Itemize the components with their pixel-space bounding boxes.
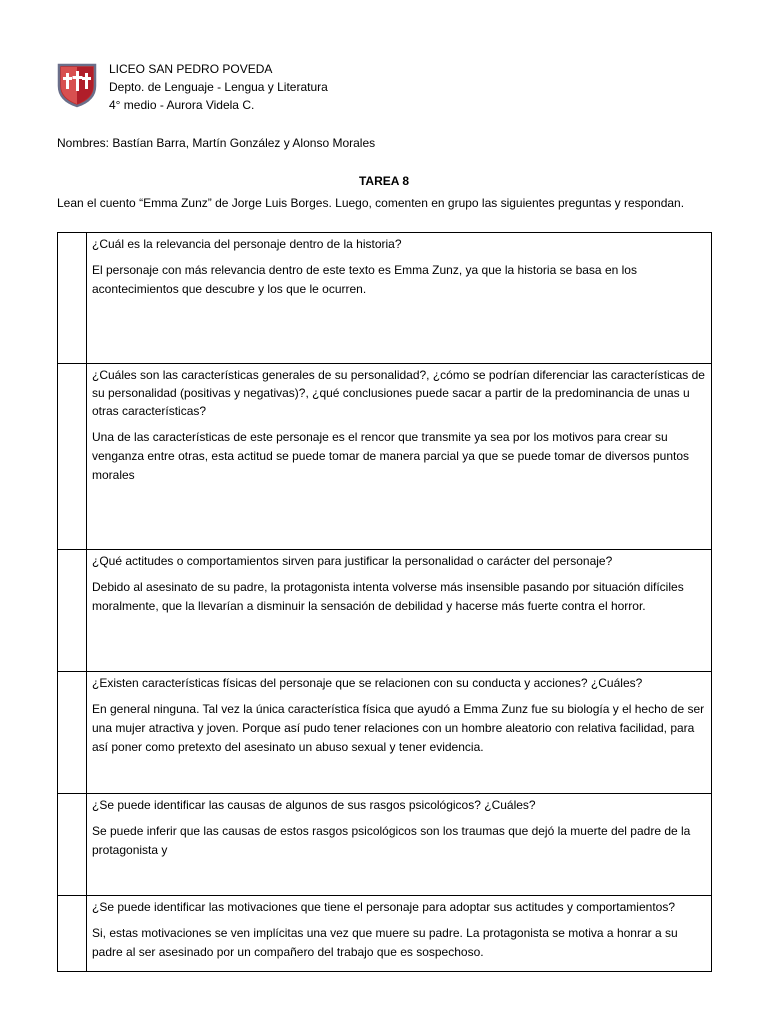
row-number-cell: [58, 550, 87, 672]
row-number-cell: [58, 896, 87, 972]
qa-cell: [87, 672, 712, 794]
answer-text: Debido al asesinato de su padre, la protagonista intenta volverse más insensible pasando por situación difíciles moralmente, que la llevarían a disminuir la sensación de debilidad y hacerse más fuerte contra el horror.: [92, 580, 684, 613]
answer-text: El personaje con más relevancia dentro de este texto es Emma Zunz, ya que la historia se basa en los acontecimientos que descubre y los que le ocurren.: [92, 263, 637, 296]
question-text: ¿Se puede identificar las causas de algunos de sus rasgos psicológicos? ¿Cuáles?: [92, 798, 536, 812]
department: Depto. de Lenguaje - Lengua y Literatura: [109, 80, 328, 94]
school-name: LICEO SAN PEDRO POVEDA: [109, 62, 273, 76]
questions-table: [57, 232, 712, 972]
row-number-cell: [58, 233, 87, 364]
question-text: ¿Cuál es la relevancia del personaje dentro de la historia?: [92, 237, 402, 251]
document-header: [57, 60, 328, 114]
question-text: ¿Existen características físicas del personaje que se relacionen con su conducta y acciones? ¿Cuáles?: [92, 676, 643, 690]
table-row: [58, 550, 712, 672]
qa-cell: [87, 233, 712, 364]
task-title: TAREA 8: [358, 174, 409, 188]
school-crest-logo: [57, 62, 97, 108]
row-number-cell: [58, 794, 87, 896]
answer-text: Se puede inferir que las causas de estos rasgos psicológicos son los traumas que dejó la muerte del padre de la protagonista y: [92, 824, 691, 857]
question-text: ¿Cuáles son las características generales de su personalidad?, ¿cómo se podrían diferenciar las características de su personalidad (positivas y negativas)?, ¿qué conclusiones puede sacar a partir de la predominancia de unas u otras características?: [92, 368, 705, 418]
table-row: [58, 233, 712, 364]
row-number-cell: [58, 364, 87, 550]
qa-cell: [87, 896, 712, 972]
student-names: Nombres: Bastían Barra, Martín González y Alonso Morales: [57, 136, 376, 150]
course-teacher: 4° medio - Aurora Videla C.: [109, 98, 255, 112]
instructions: Lean el cuento “Emma Zunz” de Jorge Luis Borges. Luego, comenten en grupo las siguientes preguntas y respondan.: [57, 196, 685, 210]
question-text: ¿Se puede identificar las motivaciones que tiene el personaje para adoptar sus actitudes y comportamientos?: [92, 900, 676, 914]
table-row: [58, 672, 712, 794]
table-row: [58, 794, 712, 896]
qa-cell: [87, 550, 712, 672]
row-number-cell: [58, 672, 87, 794]
table-row: [58, 364, 712, 550]
qa-cell: [87, 794, 712, 896]
answer-text: En general ninguna. Tal vez la única característica física que ayudó a Emma Zunz fue su biología y el hecho de ser una mujer atractiva y joven. Porque así pudo tener relaciones con un hombre aleatorio con relativa facilidad, para así poner como pretexto del asesinato un abuso sexual y tener evidencia.: [92, 702, 705, 754]
qa-cell: [87, 364, 712, 550]
table-row: [58, 896, 712, 972]
question-text: ¿Qué actitudes o comportamientos sirven para justificar la personalidad o carácter del personaje?: [92, 554, 613, 568]
answer-text: Una de las características de este personaje es el rencor que transmite ya sea por los motivos para crear su venganza entre otras, esta actitud se puede tomar de manera parcial ya que se puede tomar de diversos puntos morales: [92, 430, 690, 482]
answer-text: Si, estas motivaciones se ven implícitas una vez que muere su padre. La protagonista se motiva a honrar a su padre al ser asesinado por un compañero del trabajo que es sospechoso.: [92, 926, 678, 959]
